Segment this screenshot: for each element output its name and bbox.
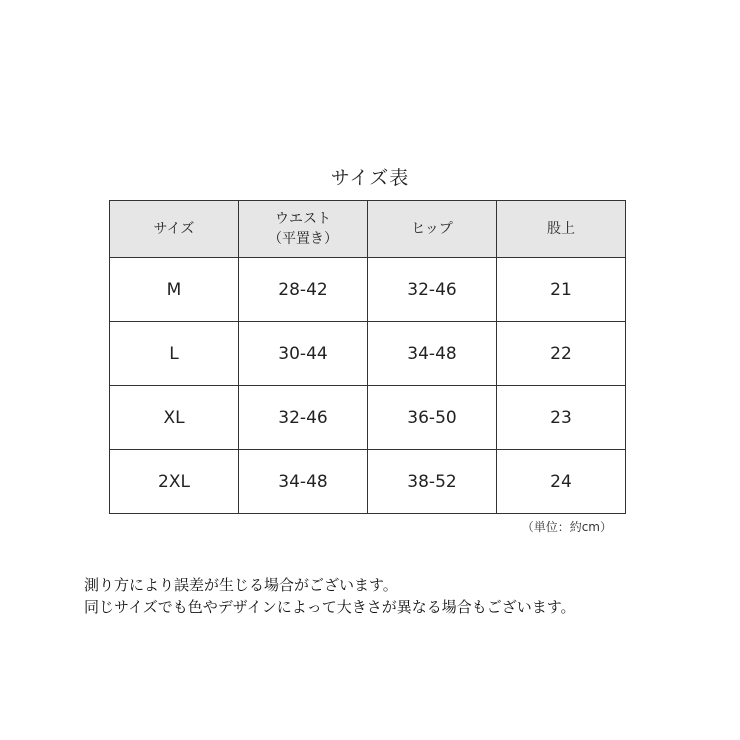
cell-size: M	[110, 258, 239, 322]
size-table	[109, 200, 626, 514]
cell-size: L	[110, 322, 239, 386]
header-label: サイズ	[153, 221, 195, 237]
header-size	[110, 201, 239, 258]
cell-size: XL	[110, 386, 239, 450]
header-waist	[239, 201, 368, 258]
cell-rise: 21	[497, 258, 626, 322]
header-hip	[368, 201, 497, 258]
cell-rise: 22	[497, 322, 626, 386]
header-sublabel: （平置き）	[268, 231, 338, 247]
table-row	[110, 322, 626, 386]
cell-waist: 30-44	[239, 322, 368, 386]
note-line: 同じサイズでも色やデザインによって大きさが異なる場合もございます。	[84, 598, 576, 616]
cell-waist: 28-42	[239, 258, 368, 322]
cell-rise: 24	[497, 450, 626, 514]
cell-waist: 32-46	[239, 386, 368, 450]
cell-hip: 36-50	[368, 386, 497, 450]
cell-hip: 34-48	[368, 322, 497, 386]
table-row	[110, 258, 626, 322]
header-label: 股上	[547, 221, 575, 237]
cell-hip: 38-52	[368, 450, 497, 514]
header-label: ウエスト	[275, 211, 331, 227]
notes	[84, 574, 576, 618]
cell-size: 2XL	[110, 450, 239, 514]
note-line: 測り方により誤差が生じる場合がございます。	[84, 576, 398, 594]
unit-note: （単位：約cm）	[521, 520, 612, 534]
header-label: ヒップ	[411, 221, 453, 237]
cell-waist: 34-48	[239, 450, 368, 514]
page-title: サイズ表	[330, 167, 410, 189]
table-header-row	[110, 201, 626, 258]
table-row	[110, 450, 626, 514]
header-rise	[497, 201, 626, 258]
cell-rise: 23	[497, 386, 626, 450]
cell-hip: 32-46	[368, 258, 497, 322]
table-row	[110, 386, 626, 450]
